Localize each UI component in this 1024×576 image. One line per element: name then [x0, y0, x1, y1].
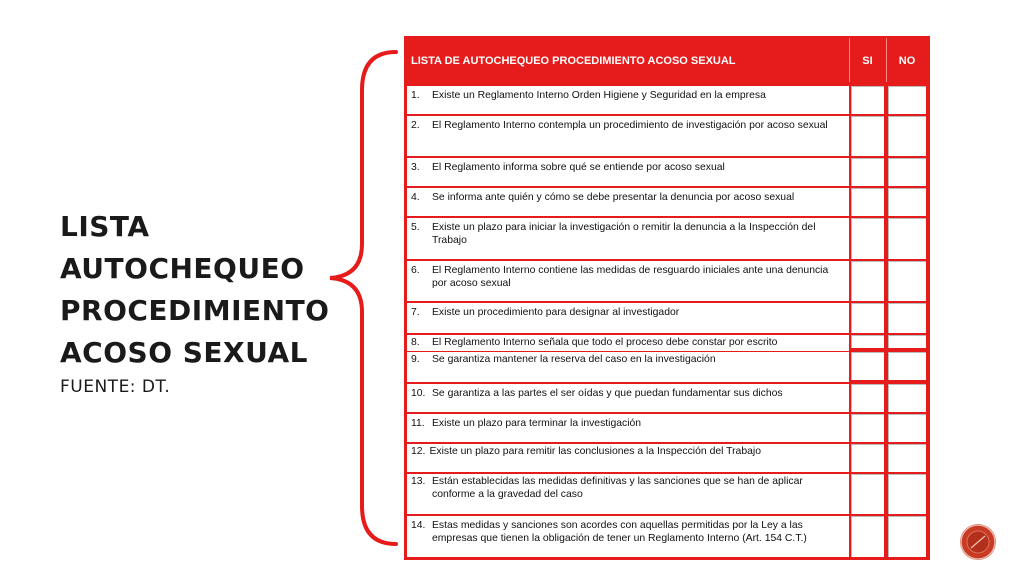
no-checkbox[interactable] [888, 218, 926, 259]
item-text: Están establecidas las medidas definitivas y las sanciones que se han de aplicar conforme a la gravedad del caso [432, 476, 803, 500]
table-row [404, 384, 930, 412]
item-number: 13. [411, 476, 426, 487]
si-checkbox[interactable] [851, 158, 884, 186]
slide-title-line: LISTA [60, 210, 150, 243]
question-cell [407, 414, 849, 442]
no-checkbox[interactable] [888, 335, 926, 348]
header-divider [886, 38, 887, 82]
table-row [404, 86, 930, 114]
item-number: 9. [411, 354, 420, 365]
si-checkbox[interactable] [851, 414, 884, 442]
item-number: 7. [411, 307, 420, 318]
si-checkbox[interactable] [851, 188, 884, 216]
si-checkbox[interactable] [851, 474, 884, 514]
si-checkbox[interactable] [851, 516, 884, 557]
table-row [404, 335, 930, 351]
no-checkbox[interactable] [888, 188, 926, 216]
question-cell [407, 158, 849, 186]
no-checkbox[interactable] [888, 158, 926, 186]
item-number: 3. [411, 162, 420, 173]
item-text: El Reglamento Interno contiene las medidas de resguardo iniciales ante una denuncia por acoso sexual [432, 265, 829, 289]
header-no: NO [898, 55, 916, 67]
question-cell [407, 303, 849, 333]
checklist-table [404, 36, 930, 560]
si-checkbox[interactable] [851, 335, 884, 348]
no-checkbox[interactable] [888, 261, 926, 301]
table-row [404, 352, 930, 382]
item-text: Se garantiza mantener la reserva del caso en la investigación [432, 354, 716, 365]
no-checkbox[interactable] [888, 444, 926, 472]
curly-brace-icon [318, 48, 408, 550]
item-number: 11. [411, 418, 425, 429]
item-text: Existe un procedimiento para designar al investigador [432, 307, 680, 318]
si-checkbox[interactable] [851, 86, 884, 114]
slide-title-line: PROCEDIMIENTO [60, 294, 330, 327]
item-number: 10. [411, 388, 426, 399]
question-cell [407, 261, 849, 301]
question-cell [407, 384, 849, 412]
si-checkbox[interactable] [851, 218, 884, 259]
question-cell [407, 116, 849, 156]
source-caption: FUENTE: DT. [60, 377, 171, 397]
table-row [404, 218, 930, 259]
table-row [404, 261, 930, 301]
item-text: Existe un Reglamento Interno Orden Higiene y Seguridad en la empresa [432, 90, 766, 101]
slide-title-line: AUTOCHEQUEO [60, 252, 305, 285]
no-checkbox[interactable] [888, 414, 926, 442]
table-row [404, 303, 930, 333]
table-row [404, 158, 930, 186]
table-header [404, 36, 930, 84]
question-cell [407, 218, 849, 259]
decorative-seal-icon [958, 522, 998, 562]
table-row [404, 516, 930, 557]
header-divider [849, 38, 850, 82]
item-text: El Reglamento Interno contempla un procedimiento de investigación por acoso sexual [432, 120, 828, 131]
item-number: 1. [411, 90, 420, 101]
si-checkbox[interactable] [851, 444, 884, 472]
question-cell [407, 444, 849, 472]
table-row [404, 116, 930, 156]
table-row [404, 188, 930, 216]
item-number: 12. [411, 446, 426, 457]
item-number: 2. [411, 120, 420, 131]
item-text: Existe un plazo para terminar la investigación [432, 418, 642, 429]
no-checkbox[interactable] [888, 303, 926, 333]
item-number: 5. [411, 222, 420, 233]
si-checkbox[interactable] [851, 303, 884, 333]
item-number: 4. [411, 192, 420, 203]
no-checkbox[interactable] [888, 474, 926, 514]
question-cell [407, 352, 849, 382]
si-checkbox[interactable] [851, 261, 884, 301]
si-checkbox[interactable] [851, 116, 884, 156]
question-cell [407, 86, 849, 114]
no-checkbox[interactable] [888, 516, 926, 557]
item-text: Existe un plazo para remitir las conclusiones a la Inspección del Trabajo [429, 446, 761, 457]
table-row [404, 444, 930, 472]
no-checkbox[interactable] [888, 352, 926, 380]
item-text: Se garantiza a las partes el ser oídas y que puedan fundamentar sus dichos [432, 388, 783, 399]
slide-title-line: ACOSO SEXUAL [60, 336, 309, 369]
no-checkbox[interactable] [888, 86, 926, 114]
question-cell [407, 188, 849, 216]
question-cell [407, 335, 849, 351]
item-number: 6. [411, 265, 420, 276]
no-checkbox[interactable] [888, 116, 926, 156]
no-checkbox[interactable] [888, 384, 926, 412]
item-number: 8. [411, 337, 420, 348]
item-text: El Reglamento Interno señala que todo el proceso debe constar por escrito [432, 337, 778, 348]
question-cell [407, 474, 849, 514]
table-row [404, 474, 930, 514]
item-text: Se informa ante quién y cómo se debe presentar la denuncia por acoso sexual [432, 192, 795, 203]
si-checkbox[interactable] [851, 352, 884, 380]
table-header-title: LISTA DE AUTOCHEQUEO PROCEDIMIENTO ACOSO SEXUAL [411, 55, 736, 67]
question-cell [407, 516, 849, 557]
table-row [404, 414, 930, 442]
header-si: SI [862, 55, 873, 67]
item-text: Estas medidas y sanciones son acordes con aquellas permitidas por la Ley a las empresas que tienen la obligación de tener un Reglamento Interno (Art. 154 C.T.) [432, 520, 807, 544]
si-checkbox[interactable] [851, 384, 884, 412]
item-number: 14. [411, 520, 426, 531]
item-text: El Reglamento informa sobre qué se entiende por acoso sexual [432, 162, 725, 173]
slide-title-block [60, 206, 350, 398]
item-text: Existe un plazo para iniciar la investigación o remitir la denuncia a la Inspección del Trabajo [432, 222, 816, 246]
